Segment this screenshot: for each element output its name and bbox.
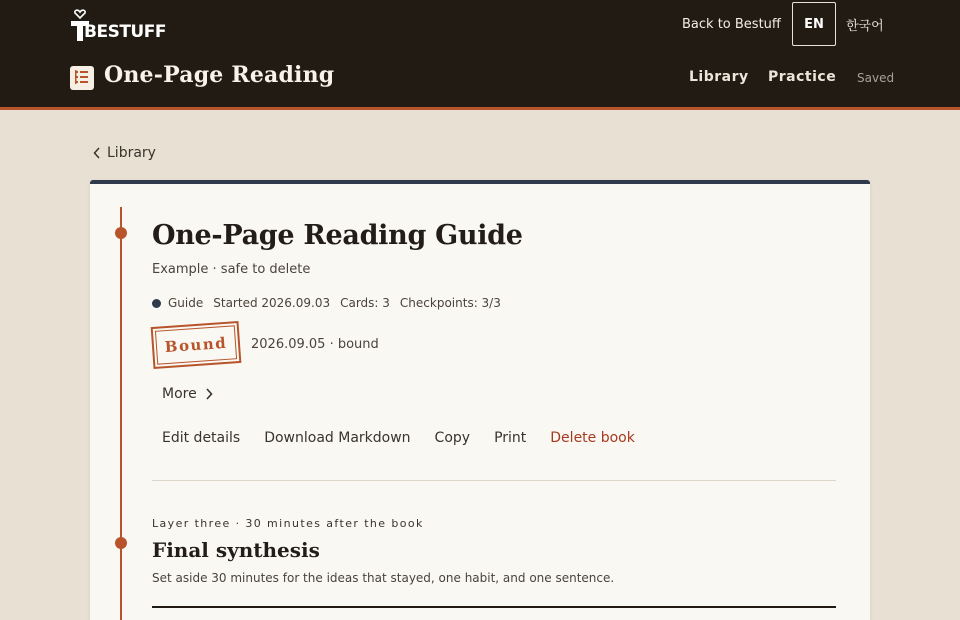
nav-practice[interactable]: Practice (768, 69, 837, 85)
meta-checkpoints: Checkpoints: 3/3 (399, 296, 501, 310)
timeline-dot (115, 537, 127, 549)
chevron-right-icon (205, 388, 213, 400)
book-title: One-Page Reading Guide (152, 220, 523, 251)
book-subtitle: Example · safe to delete (152, 262, 311, 277)
saved-status: Saved (857, 71, 895, 85)
bound-stamp (151, 321, 242, 369)
meta-cards: Cards: 3 (340, 296, 390, 310)
timeline-dot (115, 227, 127, 239)
nav-library[interactable]: Library (689, 69, 749, 85)
breadcrumb-library[interactable] (93, 145, 156, 161)
download-markdown-button[interactable]: Download Markdown (264, 430, 411, 446)
divider (152, 480, 836, 481)
timeline-line (120, 207, 122, 620)
delete-book-button[interactable]: Delete book (550, 430, 635, 446)
bound-meta: 2026.09.05 · bound (251, 337, 379, 352)
app-title: One-Page Reading (104, 62, 335, 88)
list-icon (70, 66, 94, 90)
more-toggle[interactable] (162, 386, 213, 402)
lang-en-button[interactable]: EN (792, 2, 836, 46)
meta-started: Started 2026.09.03 (213, 296, 331, 310)
meta-tag: Guide (168, 296, 204, 310)
logo-text: BESTUFF (84, 22, 166, 42)
copy-button[interactable]: Copy (434, 430, 471, 446)
back-to-bestuff-link[interactable]: Back to Bestuff (682, 17, 781, 32)
book-actions (162, 430, 659, 446)
app-header (0, 0, 960, 110)
book-meta (152, 296, 511, 310)
section-title: Final synthesis (152, 538, 320, 562)
layer-label: Layer three · 30 minutes after the book (152, 517, 424, 530)
stamp-label: Bound (155, 325, 237, 364)
more-label: More (162, 386, 197, 402)
tag-dot-icon (152, 299, 161, 308)
print-button[interactable]: Print (494, 430, 527, 446)
breadcrumb-label: Library (107, 145, 156, 161)
edit-details-button[interactable]: Edit details (162, 430, 241, 446)
section-description: Set aside 30 minutes for the ideas that stayed, one habit, and one sentence. (152, 571, 615, 585)
section-rule (152, 606, 836, 608)
lang-ko-button[interactable]: 한국어 (846, 19, 884, 34)
bestuff-logo[interactable] (70, 8, 166, 44)
chevron-left-icon (93, 147, 101, 159)
